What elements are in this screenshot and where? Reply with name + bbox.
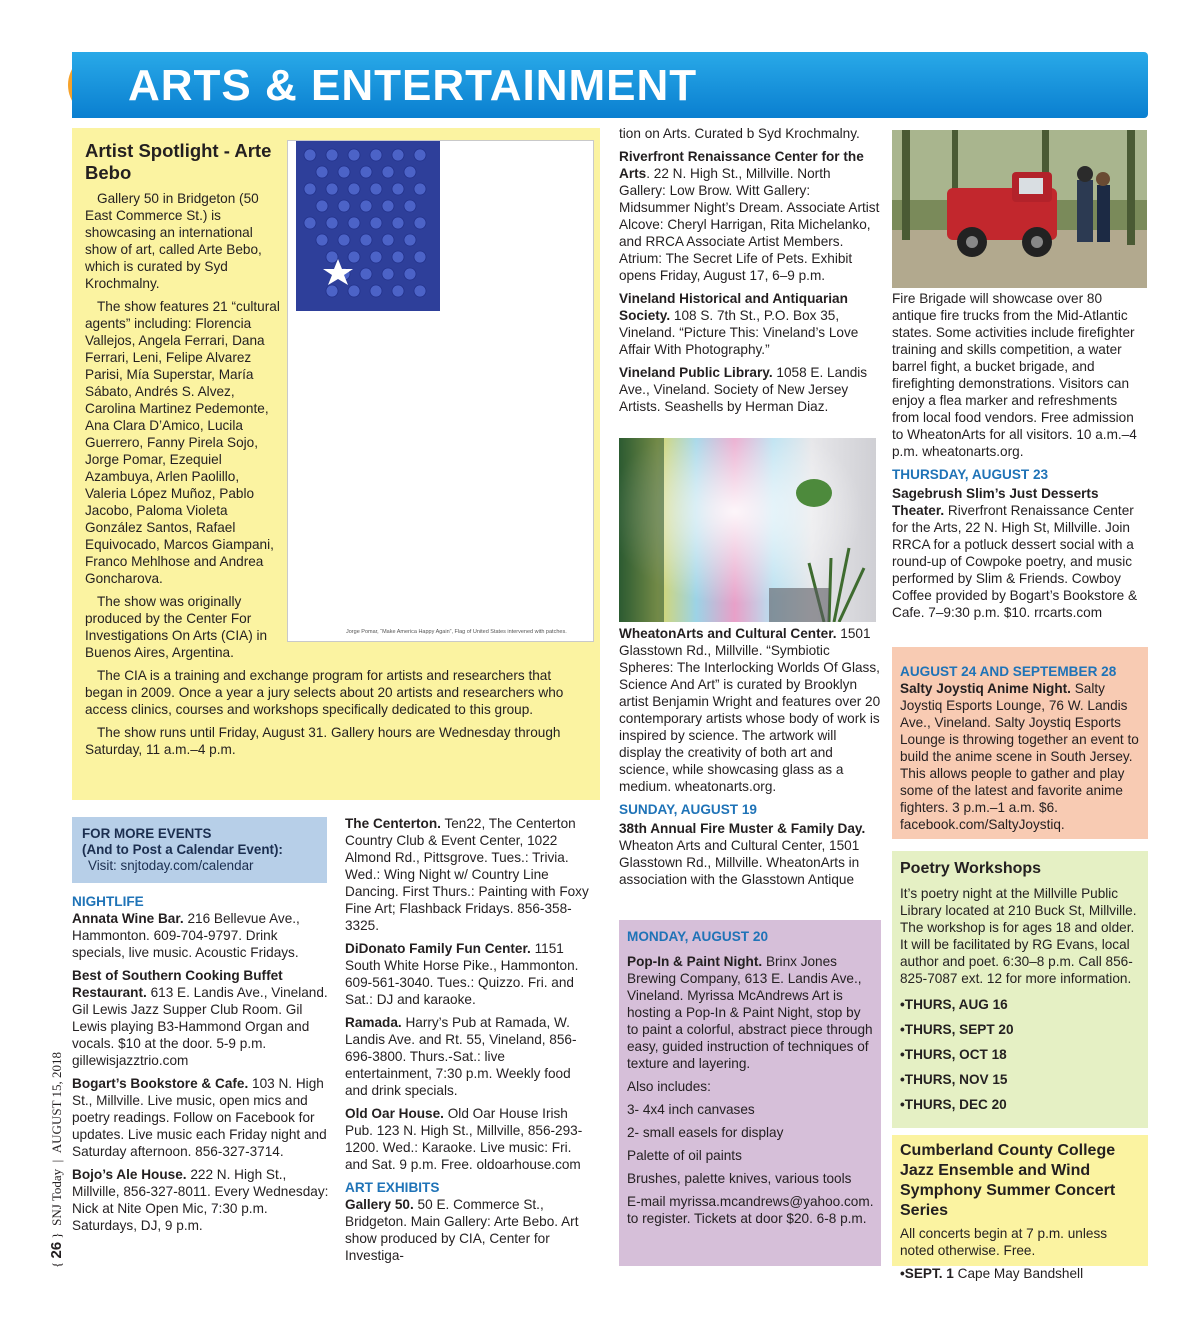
jazz-concert-box — [892, 1135, 1148, 1281]
listing-text: Riverfront Renaissance Center for the Arts, 22 N. High St, Millville. Join RRCA for a potluck dessert social with a round-up of Cowpoke poetry, and music performed by Slim & Friends. Cowboy Coffee provided by Bogart’s Bookstore & Cafe. 7–9:30 p.m. $10. rrcarts.com — [892, 503, 1138, 620]
listing — [619, 290, 881, 358]
listing-name: Vineland Public Library. — [619, 365, 773, 380]
date-heading: AUGUST 24 AND SEPTEMBER 28 — [900, 664, 1117, 679]
nightlife-heading: NIGHTLIFE — [72, 894, 144, 909]
continued-text: tion on Arts. Curated b Syd Krochmalny. — [619, 126, 860, 141]
listing-text: Wheaton Arts and Cultural Center, 1501 Glasstown Rd., Millville. WheatonArts in association with the Glasstown Antique — [619, 838, 860, 887]
calendar-link[interactable]: Visit: snjtoday.com/calendar — [88, 858, 254, 873]
fire-truck-photo — [892, 130, 1147, 288]
poetry-title: Poetry Workshops — [900, 860, 1042, 877]
listing-text: Salty Joystiq Esports Lounge, 76 W. Landis Ave., Vineland. Salty Joystiq Esports Lounge is throwing together an event to build the anime scene in South Jersey. This allows people to gather and play some of the latest and favorite anime fighters. 3 p.m.–1 a.m. $6. facebook.com/SaltyJoystiq. — [900, 681, 1139, 832]
date-heading: MONDAY, AUGUST 20 — [627, 929, 769, 944]
listing-name: DiDonato Family Fun Center. — [345, 941, 531, 956]
jazz-text: All concerts begin at 7 p.m. unless noted otherwise. Free. — [900, 1226, 1108, 1258]
listing-name: Bogart’s Bookstore & Cafe. — [72, 1076, 249, 1091]
contact-text: E-mail myrissa.mcandrews@yahoo.com. to register. Tickets at door $20. 6-8 p.m. — [627, 1194, 874, 1226]
includes-label: Also includes: — [627, 1079, 711, 1094]
publication-name: SNJ Today — [49, 1168, 64, 1226]
photo-caption: Jorge Pomar, “Make America Happy Again”, Flag of United States intervened with patches. — [346, 629, 567, 635]
issue-date: AUGUST 15, 2018 — [49, 1051, 64, 1154]
spotlight-title: Artist Spotlight - Arte Bebo — [85, 140, 272, 183]
spotlight-paragraph: Gallery 50 in Bridgeton (50 East Commerce St.) is showcasing an international show of art, called Arte Bebo, which is curated by Syd Krochmalny. — [85, 191, 262, 291]
listing-text: 50 E. Commerce St., Bridgeton. Main Gallery: Arte Bebo. Art show produced by CIA, Center for Investiga- — [345, 1197, 579, 1263]
listing — [72, 967, 329, 1069]
listing — [900, 680, 1144, 833]
listing-name: WheatonArts and Cultural Center. — [619, 626, 837, 641]
listing-text: Old Oar House Irish Pub. 123 N. High St., Millville, 856-293-1200. Wed.: Karaoke. Live music: Fri. and Sat. 9 p.m. Free. oldoarhouse.com — [345, 1106, 583, 1172]
nightlife-column — [72, 893, 329, 1240]
listing — [345, 1014, 590, 1099]
spotlight-body-wide — [85, 667, 590, 764]
include-item: 3- 4x4 inch canvases — [627, 1102, 755, 1117]
flag-artwork-photo — [287, 140, 594, 642]
more-events-box — [72, 817, 327, 883]
listing-name: Ramada. — [345, 1015, 402, 1030]
page-number: 26 — [48, 1241, 65, 1259]
listing-name: Pop-In & Paint Night. — [627, 954, 763, 969]
listing-name: The Centerton. — [345, 816, 441, 831]
us-flag-icon — [288, 141, 593, 641]
listing — [345, 1196, 590, 1264]
include-item: Brushes, palette knives, various tools — [627, 1171, 852, 1186]
listing-name: Salty Joystiq Anime Night. — [900, 681, 1071, 696]
listing — [345, 815, 590, 934]
date-heading: SUNDAY, AUGUST 19 — [619, 802, 757, 817]
brace: } — [49, 1232, 64, 1239]
section-title: ARTS & ENTERTAINMENT — [128, 61, 698, 110]
monday-event-box — [619, 920, 881, 1266]
listing-text: . 22 N. High St., Millville. North Gallery: Low Brow. Witt Gallery: Midsummer Night’s Dream. Associate Artist Alcove: Cheryl Harrigan, Rita Michelanko, and RRCA Associate Artist Members. Atrium: The Secret Life of Pets. Exhibit opens Friday, August 17, 6–9 p.m. — [619, 166, 880, 283]
poetry-date: •THURS, DEC 20 — [900, 1097, 1007, 1112]
listing-name: Vineland Historical and Antiquarian Society. — [619, 291, 848, 323]
listing — [619, 625, 881, 795]
listings-column-2 — [345, 815, 590, 1270]
jazz-title: Cumberland County College Jazz Ensemble and Wind Symphony Summer Concert Series — [900, 1142, 1116, 1219]
concert-place: Cape May Bandshell — [953, 1266, 1084, 1281]
spotlight-paragraph: The show was originally produced by the Center For Investigations On Arts (CIA) in Buenos Aires, Argentina. — [85, 594, 268, 660]
listing — [892, 485, 1148, 621]
concert-entry — [900, 1265, 1144, 1282]
listing-name: Sagebrush Slim’s Just Desserts Theater. — [892, 486, 1099, 518]
glass-art-photo — [619, 438, 876, 622]
include-item: Palette of oil paints — [627, 1148, 742, 1163]
listing — [72, 1075, 329, 1160]
date-heading: THURSDAY, AUGUST 23 — [892, 467, 1049, 482]
listing-text: 103 N. High St., Millville. Live music, open mics and poetry readings. Follow on Facebook for updates. Live music each Friday night and Saturday afternoon. 856-327-3714. — [72, 1076, 327, 1159]
poetry-date: •THURS, NOV 15 — [900, 1072, 1008, 1087]
listings-column-4 — [892, 290, 1148, 627]
poetry-date: •THURS, OCT 18 — [900, 1047, 1007, 1062]
listing-text: 613 E. Landis Ave., Vineland. Gil Lewis Jazz Supper Club Room. Gil Lewis playing B3-Hammond Organ and vocals. $10 at the door. 5-9 p.m. gillewisjazztrio.com — [72, 985, 328, 1068]
listing-name: Old Oar House. — [345, 1106, 444, 1121]
spotlight-body-narrow — [85, 190, 281, 667]
spotlight-paragraph: The CIA is a training and exchange program for artists and researchers that began in 2009. Once a year a jury selects about 20 artists and researchers who access clinics, courses and workshops specifically dedicated to this group. — [85, 668, 564, 717]
listing — [619, 820, 881, 888]
listing — [619, 364, 881, 415]
listing-text: 1058 E. Landis Ave., Vineland. Society of New Jersey Artists. Seashells by Herman Diaz. — [619, 365, 868, 414]
listing-name: Riverfront Renaissance Center for the Arts — [619, 149, 864, 181]
spotlight-paragraph: The show features 21 “cultural agents” including: Florencia Vallejos, Angela Ferrari, Dana Ferrari, Leni, Felipe Alvarez Parisi, Mía Superstar, María Sábato, Andrés S. Alvez, Carolina Martinez Pedemonte, Ana Clara D’Amico, Lucila Guerrero, Fanny Pirela Sojo, Jorge Pomar, Ezequiel Azambuya, Arlen Paolillo, Valeria López Muñoz, Pablo Jacobo, Paloma Violeta González Santos, Rafael Equivocado, Marcos Giampani, Franco Mehlhose and Andrea Goncharova. — [85, 299, 280, 586]
listing-name: Gallery 50. — [345, 1197, 414, 1212]
listings-column-3 — [619, 125, 881, 421]
listing-name: Best of Southern Cooking Buffet Restaurant. — [72, 968, 283, 1000]
spotlight-paragraph: The show runs until Friday, August 31. Gallery hours are Wednesday through Saturday, 11 a.m.–4 p.m. — [85, 725, 561, 757]
listing-text: 1501 Glasstown Rd., Millville. “Symbiotic Spheres: The Interlocking Worlds Of Glass, Science And Art” is curated by Brooklyn artist Benjamin Wright and features over 20 contemporary artists whose body of work is inspired by science. The artwork will display the creativity of both art and science, while showcasing glass as a medium. wheatonarts.org. — [619, 626, 881, 794]
poetry-workshops-box — [892, 851, 1148, 1128]
salty-joystiq-box — [892, 647, 1148, 839]
listing-text: Ten22, The Centerton Country Club & Event Center, 1022 Almond Rd., Pittsgrove. Tues.: Trivia. Wed.: Wing Night w/ Country Line Dancing. First Thurs.: Painting with Foxy Fine Art; Flashback Fridays. 856-358-3325. — [345, 816, 589, 933]
poetry-date: •THURS, SEPT 20 — [900, 1022, 1014, 1037]
brace: { — [49, 1261, 64, 1268]
continued-text: Fire Brigade will showcase over 80 antique fire trucks from the Mid-Atlantic states. Some activities include firefighter training and skills competition, a water barrel fight, a bucket brigade, and firefighting demonstrations. Visitors can enjoy a flea marker and refreshments from local food vendors. Free admission to WheatonArts for all visitors. 10 a.m.–4 p.m. wheatonarts.org. — [892, 291, 1137, 459]
glass-art-icon — [619, 438, 876, 622]
fire-truck-icon — [892, 130, 1147, 288]
listing-name: Bojo’s Ale House. — [72, 1167, 187, 1182]
listing-text: Harry’s Pub at Ramada, W. Landis Ave. and Rt. 55, Vineland, 856-696-3800. Thurs.-Sat.: live entertainment, 7:30 p.m. Weekly food and drink specials. — [345, 1015, 577, 1098]
listing-name: Annata Wine Bar. — [72, 911, 184, 926]
listing — [345, 1105, 590, 1173]
listing-text: 108 S. 7th St., P.O. Box 35, Vineland. “Picture This: Vineland’s Love Affair With Photography.” — [619, 308, 859, 357]
listing — [72, 1166, 329, 1234]
listing-text: 1151 South White Horse Pike., Hammonton. 609-561-3040. Tues.: Quizzo. Fri. and Sat.: DJ and karaoke. — [345, 941, 579, 1007]
art-exhibits-heading: ART EXHIBITS — [345, 1180, 440, 1195]
listing — [72, 910, 329, 961]
poetry-date: •THURS, AUG 16 — [900, 997, 1008, 1012]
listing — [345, 940, 590, 1008]
include-item: 2- small easels for display — [627, 1125, 784, 1140]
listing-text: 222 N. High St., Millville, 856-327-8011. Every Wednesday: Nick at Nite Open Mic, 7:30 p.m. Saturdays, DJ, 9 p.m. — [72, 1167, 329, 1233]
separator: | — [49, 1159, 64, 1163]
poetry-text: It’s poetry night at the Millville Public Library located at 210 Buck St, Millville. The workshop is for ages 18 and older. It will be facilitated by RG Evans, local author and poet. 6:30–8 p.m. Call 856-825-7087 ext. 12 for more information. — [900, 886, 1137, 986]
listing — [627, 953, 875, 1072]
listing-text: 216 Bellevue Ave., Hammonton. 609-704-9797. Drink specials, live music. Acoustic Fridays. — [72, 911, 300, 960]
listing-text: Brinx Jones Brewing Company, 613 E. Landis Ave., Vineland. Myrissa McAndrews Art is hosting a Pop-In & Paint Night, stop by to paint a colorful, abstract piece through easy, guided instruction of techniques of texture and layering. — [627, 954, 873, 1071]
more-events-title: FOR MORE EVENTS — [82, 826, 212, 841]
page-footer — [48, 1052, 65, 1268]
listings-column-3-lower — [619, 625, 881, 894]
concert-date: •SEPT. 1 — [900, 1266, 954, 1281]
listing — [619, 148, 881, 284]
listing-name: 38th Annual Fire Muster & Family Day. — [619, 821, 866, 836]
more-events-subtitle: (And to Post a Calendar Event): — [82, 842, 283, 857]
